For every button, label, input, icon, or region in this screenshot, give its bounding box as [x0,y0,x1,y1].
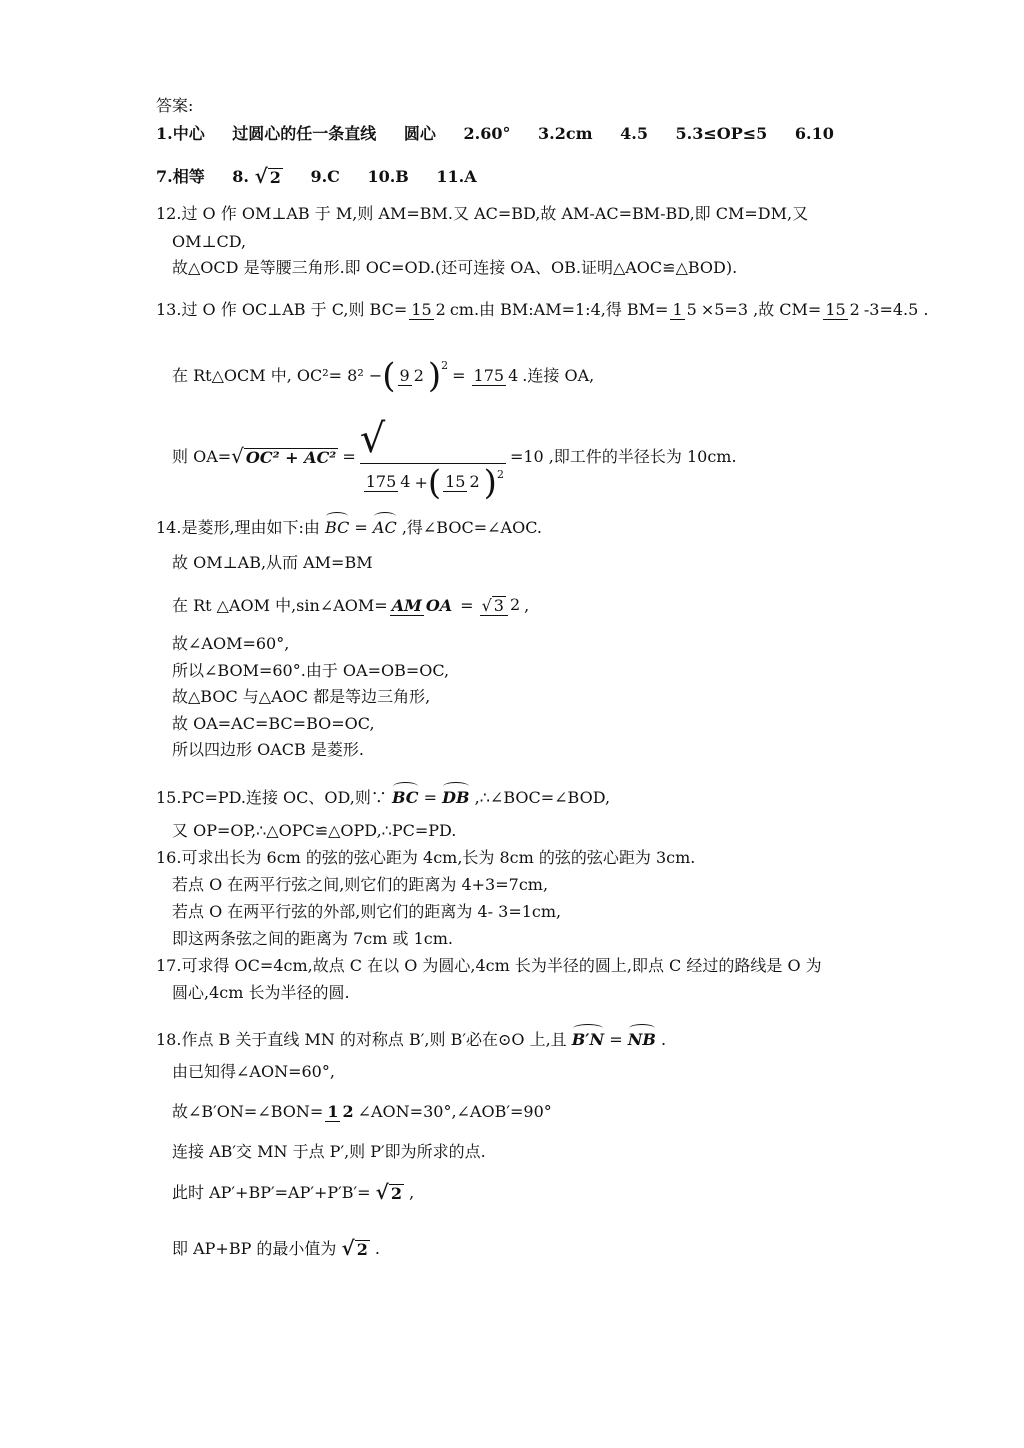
answer-8-label: 8. [232,166,249,186]
q18-sqrt-2-min: √ 2 [341,1236,368,1260]
answer-4: 4.5 [620,124,648,143]
q14-line6: 故△BOC 与△AOC 都是等边三角形, [172,687,431,706]
q13-result: =10 ,即工件的半径长为 10cm. [509,447,737,466]
q13-connect-oa: .连接 OA, [522,366,595,385]
q13-frac-175-4: 175 4 [473,365,519,385]
answer-heading: 答案: [156,96,194,115]
q16-line4: 即这两条弦之间的距离为 7cm 或 1cm. [172,929,453,948]
q12-line2: OM⊥CD, [172,232,247,251]
q13-line3 [172,415,737,503]
answer-11: 11.A [436,166,477,186]
q14-arc-bc: BC [325,514,349,538]
q13-big-sqrt: √ 175 4 + ( 15 2 ) 2 [359,415,504,503]
q16-line3: 若点 O 在两平行弦的外部,则它们的距离为 4- 3=1cm, [172,902,562,921]
q15-arc-bc: BC [392,784,419,808]
q14-line2: 故 OM⊥AB,从而 AM=BM [172,553,373,572]
answers-7-to-11 [156,166,477,188]
q13-oa-label: 则 OA= [172,447,232,466]
q13-text-c: ×5=3 ,故 CM= [700,300,822,319]
q13-text-a: 13.过 O 作 OC⊥AB 于 C,则 BC= [156,300,408,319]
answers-1-to-6 [156,124,834,144]
q14-line8: 所以四边形 OACB 是菱形. [172,740,364,759]
answer-5: 5.3≤OP≤5 [675,124,768,143]
answer-1-part3: 圆心 [403,124,436,143]
q13-line2: 在 Rt△OCM 中, OC²= 8² − ( 9 2 ) 2 = 175 4 .连接 OA, [172,356,595,396]
q13-frac-bm: 1 5 [672,299,697,319]
q13-text-d: -3=4.5 . [863,300,929,319]
q13-equals: = [452,366,466,385]
q14-arc-ac: AC [373,514,397,538]
q13-frac-bc: 15 2 [411,299,446,319]
answer-10: 10.B [367,166,409,186]
answer-6: 6.10 [794,124,834,143]
answer-2: 2.60° [463,124,511,143]
q13-oc-squared: 在 Rt△OCM 中, OC²= 8² − [172,366,383,385]
q13-line1 [156,288,928,332]
q18-line2: 由已知得∠AON=60°, [172,1062,335,1081]
q18-arc-bn: B′N [572,1026,604,1050]
q17-line1: 17.可求得 OC=4cm,故点 C 在以 O 为圆心,4cm 长为半径的圆上,即点 C 经过的路线是 O 为 [156,956,822,975]
q16-line2: 若点 O 在两平行弦之间,则它们的距离为 4+3=7cm, [172,875,549,894]
answer-1-part2: 过圆心的任一条直线 [232,124,377,143]
q18-sqrt-2: √ 2 [375,1180,402,1204]
q18-line5: 此时 AP′+BP′=AP′+P′B′= √ 2 , [172,1180,415,1204]
q18-frac-1-2: 1 2 [327,1101,354,1121]
q15-line1: 15.PC=PD.连接 OC、OD,则∵ BC = DB ,∴∠BOC=∠BOD, [156,784,610,808]
q13-sqrt-oc-ac: √ OC² + AC² [231,444,337,468]
q12-line1: 12.过 O 作 OM⊥AB 于 M,则 AM=BM.又 AC=BD,故 AM-AC=BM-BD,即 CM=DM,又 [156,204,809,223]
q15-arc-db: DB [442,784,469,808]
q18-line6: 即 AP+BP 的最小值为 √ 2 . [172,1236,381,1260]
q14-frac-am-oa: AM OA [391,595,453,615]
q18-line3: 故∠B′ON=∠BON= 1 2 ∠AON=30°,∠AOB′=90° [172,1101,552,1121]
q15-line2: 又 OP=OP,∴△OPC≌△OPD,∴PC=PD. [172,821,457,840]
q14-line7: 故 OA=AC=BC=BO=OC, [172,714,375,733]
q13-equals-2: = [342,447,356,466]
q16-line1: 16.可求出长为 6cm 的弦的弦心距为 4cm,长为 8cm 的弦的弦心距为 3cm. [156,848,696,867]
q18-arc-nb: NB [628,1026,656,1050]
q18-line4: 连接 AB′交 MN 于点 P′,则 P′即为所求的点. [172,1142,486,1161]
q14-frac-sqrt3-2: √ 3 2 [481,595,521,615]
q14-line5: 所以∠BOM=60°.由于 OA=OB=OC, [172,661,450,680]
answer-8-sqrt: √ 2 [254,164,281,188]
q18-line1: 18.作点 B 关于直线 MN 的对称点 B′,则 B′必在⊙O 上,且 B′N = NB . [156,1026,666,1050]
q13-frac-cm: 15 2 [825,299,860,319]
q12-line3: 故△OCD 是等腰三角形.即 OC=OD.(还可连接 OA、OB.证明△AOC≌△BOD). [172,258,738,277]
q13-frac-9-2: 9 2 [399,365,424,385]
q14-line4: 故∠AOM=60°, [172,634,290,653]
q17-line2: 圆心,4cm 长为半径的圆. [172,983,350,1002]
q14-line1: 14.是菱形,理由如下:由 BC = AC ,得∠BOC=∠AOC. [156,514,542,538]
answer-3: 3.2cm [538,124,593,143]
answer-1: 1.中心 [156,124,205,143]
answer-7: 7.相等 [156,166,205,186]
q14-line3: 在 Rt △AOM 中,sin∠AOM= AM OA = √ 3 2 , [172,595,530,615]
q13-text-b: cm.由 BM:AM=1:4,得 BM= [449,300,669,319]
answer-9: 9.C [310,166,340,186]
